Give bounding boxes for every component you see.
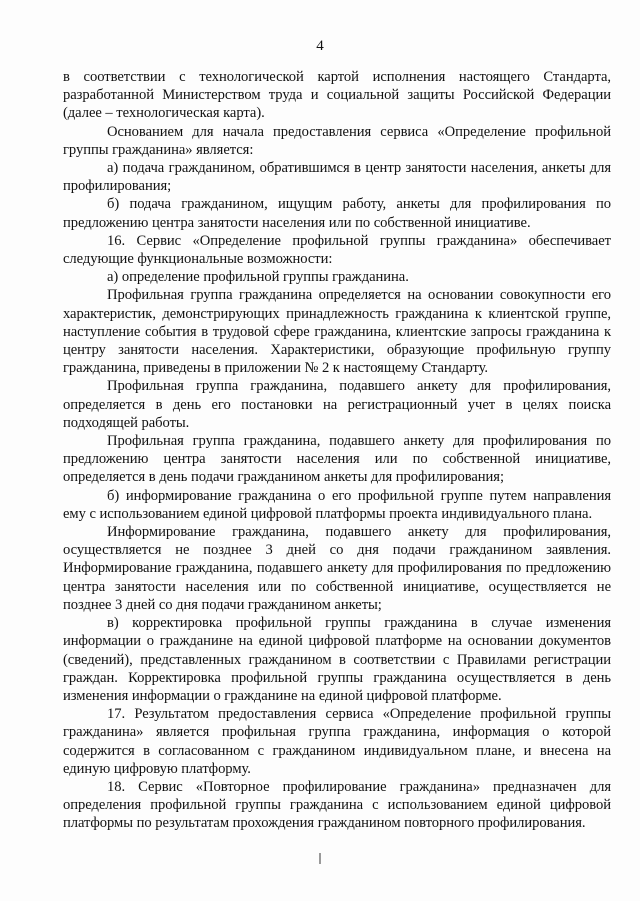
paragraph-basis: Основанием для начала предоставления сервиса «Определение профильной группы гражданина» является:	[63, 123, 611, 158]
page-number: 4	[316, 38, 324, 54]
document-body	[63, 68, 611, 833]
paragraph-informing-deadline: Информирование гражданина, подавшего анкету для профилирования, осуществляется не позднее 3 дней со дня подачи гражданином заявления. Информирование гражданина, подавшего анкету для профилирования по предложению центра занятости населения или по собственной инициативе, осуществляется не позднее 3 дней со дня подачи гражданином анкеты;	[63, 524, 611, 613]
paragraph-continuation: в соответствии с технологической картой исполнения настоящего Стандарта, разработанной Министерством труда и социальной защиты Российской Федерации (далее – технологическая карта).	[63, 69, 611, 122]
paragraph-section-17: 17. Результатом предоставления сервиса «Определение профильной группы гражданина» является профильная группа гражданина, информация о которой содержится в согласованном с гражданином индивидуальном плане, и внесена на единую цифровую платформу.	[63, 706, 611, 777]
paragraph-registration-day: Профильная группа гражданина, подавшего анкету для профилирования, определяется в день его постановки на регистрационный учет в целях поиска подходящей работы.	[63, 378, 611, 431]
paragraph-section-16: 16. Сервис «Определение профильной группы гражданина» обеспечивает следующие функциональные возможности:	[63, 232, 611, 268]
scan-mark	[319, 853, 321, 864]
paragraph-section-18: 18. Сервис «Повторное профилирование гражданина» предназначен для определения профильной группы гражданина с использованием единой цифровой платформы по результатам прохождения гражданином повторного профилирования.	[63, 778, 611, 832]
paragraph-questionnaire-day: Профильная группа гражданина, подавшего анкету для профилирования по предложению центра занятости населения или по собственной инициативе, определяется в день подачи гражданином анкеты для профилирования;	[63, 433, 611, 486]
paragraph-item-b-informing: б) информирование гражданина о его профильной группе путем направления ему с использованием единой цифровой платформы проекта индивидуального плана.	[63, 487, 611, 522]
paragraph-item-a-questionnaire: а) подача гражданином, обратившимся в центр занятости населения, анкеты для профилирования;	[63, 160, 611, 195]
paragraph-item-a-definition: а) определение профильной группы гражданина.	[107, 269, 409, 286]
paragraph-item-v-correction: в) корректировка профильной группы гражданина в случае изменения информации о гражданине на единой цифровой платформе на основании документов (сведений), представленных гражданином в соответствии с Правилами регистрации граждан. Корректировка профильной группы гражданина осуществляется в день изменения информации о гражданине на единой цифровой платформе.	[63, 615, 611, 704]
paragraph-profile-group-basis: Профильная группа гражданина определяется на основании совокупности его характеристик, демонстрирующих принадлежность гражданина к клиентской группе, наступление события в трудовой сфере гражданина, клиентские запросы гражданина к центру занятости населения. Характеристики, образующие профильную группу гражданина, приведены в приложении № 2 к настоящему Стандарту.	[63, 287, 611, 377]
paragraph-item-b-questionnaire: б) подача гражданином, ищущим работу, анкеты для профилирования по предложению центра занятости населения или по собственной инициативе.	[63, 196, 611, 231]
